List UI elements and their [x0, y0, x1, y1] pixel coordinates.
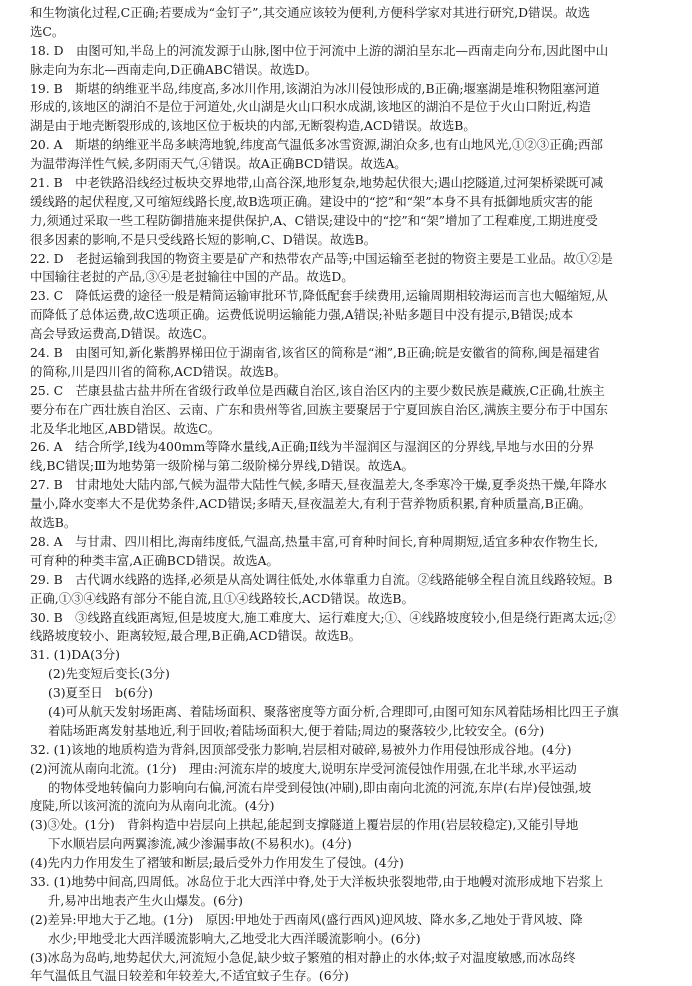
- text-line: 为温带海洋性气候,多阴雨天气,④错误。故A正确BCD错误。故选A。: [30, 156, 407, 172]
- text-line: 形成的,该地区的湖泊不是位于河道处,火山湖是火山口积水成湖,该地区的湖泊不是位于火山口附近,构造: [30, 99, 591, 115]
- text-line: 的物体受地转偏向力影响向右偏,河流右岸受到侵蚀(冲刷),即由南向北流的河流,东岸(右岸)侵蚀强,坡: [48, 779, 592, 795]
- text-line: 北及华北地区,ABD错误。故选C。: [30, 420, 221, 436]
- text-line: 25. C 芒康县盐古盐井所在省级行政单位是西藏自治区,该自治区内的主要少数民族是藏族,C正确,壮族主: [30, 382, 605, 398]
- text-line: (2)差异:甲地大于乙地。(1分) 原因:甲地处于西南风(盛行西风)迎风坡、降水多,乙地处于背风坡、降: [30, 911, 583, 927]
- text-line: 18. D 由图可知,半岛上的河流发源于山脉,图中位于河流中上游的湖泊呈东北—西南走向分布,因此图中山: [30, 42, 609, 58]
- text-line: 要分布在广西壮族自治区、云南、广东和贵州等省,回族主要聚居于宁夏回族自治区,满族主要分布于中国东: [30, 401, 608, 417]
- text-line: 年气温低且气温日较差和年较差大,不适宜蚊子生存。(6分): [30, 968, 349, 984]
- text-line: 脉走向为东北—西南走向,D正确ABC错误。故选D。: [30, 61, 317, 77]
- text-line: 而降低了总体运费,故C选项正确。运费低说明运输能力强,A错误;补贴多题目中没有提示,B错误;成本: [30, 307, 574, 323]
- text-line: 力,须通过采取一些工程防御措施来提供保护,A、C错误;建设中的“挖”和“架”增加了工程难度,工期进度受: [30, 212, 598, 228]
- text-line: 水少;甲地受北大西洋暖流影响大,乙地受北大西洋暖流影响小。(6分): [48, 930, 421, 946]
- text-line: (3)③处。(1分) 背斜构造中岩层向上拱起,能起到支撑隧道上覆岩层的作用(岩层较稳定),又能引导地: [30, 817, 579, 833]
- text-line: (2)河流从南向北流。(1分) 理由:河流东岸的坡度大,说明东岸受河流侵蚀作用强,在北半球,水平运动: [30, 760, 577, 776]
- text-line: (2)先变短后变长(3分): [48, 666, 170, 682]
- text-line: (4)先内力作用发生了褶皱和断层;最后受外力作用发生了侵蚀。(4分): [30, 855, 404, 871]
- text-line: 很多因素的影响,不是只受线路长短的影响,C、D错误。故选B。: [30, 231, 377, 247]
- text-line: 20. A 斯堪的纳维亚半岛多峡湾地貌,纬度高气温低多冰雪资源,湖泊众多,也有山地风光,①②③正确;西部: [30, 137, 603, 153]
- text-line: 线路坡度较小、距离较短,最合理,B正确,ACD错误。故选B。: [30, 628, 361, 644]
- text-line: 升,易冲出地表产生火山爆发。(6分): [48, 892, 243, 908]
- text-line: 故选B。: [30, 515, 77, 531]
- text-line: 31. (1)DA(3分): [30, 647, 121, 663]
- text-line: 23. C 降低运费的途径一般是精简运输审批环节,降低配套手续费用,运输周期相较海运而言也大幅缩短,从: [30, 288, 608, 304]
- text-line: 选C。: [30, 23, 65, 39]
- text-line: 和生物演化过程,C正确;若要成为“金钉子”,其交通应该较为便利,方便科学家对其进行研究,D错误。故选: [30, 5, 591, 20]
- text-line: 22. D 老挝运输到我国的物资主要是矿产和热带农产品等;中国运输至老挝的物资主要是工业品。故①②是: [30, 250, 613, 266]
- text-line: 30. B ③线路直线距离短,但是坡度大,施工难度大、运行难度大;①、④线路坡度较小,但是绕行距离太远;②: [30, 609, 616, 625]
- text-line: 29. B 古代调水线路的选择,必须是从高处调往低处,水体靠重力自流。②线路能够全程自流且线路较短。B: [30, 571, 613, 587]
- text-line: 缓线路的起伏程度,又可缩短线路长度,故B选项正确。建设中的“挖”和“架”本身不具有抵御地质灾害的能: [30, 193, 593, 209]
- text-line: 正确,①③④线路有部分不能自流,且①④线路较长,ACD错误。故选B。: [30, 590, 414, 606]
- text-line: (4)可从航天发射场距离、着陆场面积、聚落密度等方面分析,合理即可,由图可知东风着陆场相比四王子旗: [48, 703, 619, 719]
- text-line: 度陡,所以该河流的流向为从南向北流。(4分): [30, 798, 275, 814]
- text-line: 的简称,川是四川省的简称,ACD错误。故选B。: [30, 363, 286, 379]
- text-line: 着陆场距离发射基地近,利于回收;着陆场面积大,便于着陆;周边的聚落较少,比较安全。(6分): [48, 722, 545, 738]
- text-line: 量小,降水变率大不是优势条件,ACD错误;多晴天,昼夜温差大,有利于营养物质积累,育种质量高,B正确。: [30, 496, 591, 512]
- text-line: 27. B 甘肃地处大陆内部,气候为温带大陆性气候,多晴天,昼夜温差大,冬季寒冷干燥,夏季炎热干燥,年降水: [30, 477, 607, 493]
- text-line: 高会导致运费高,D错误。故选C。: [30, 326, 215, 342]
- text-line: 26. A 结合所学,Ⅰ线为400mm等降水量线,A正确;Ⅱ线为半湿润区与湿润区的分界线,旱地与水田的分界: [30, 439, 595, 455]
- text-line: 可育种的种类丰富,A正确BCD错误。故选A。: [30, 552, 279, 568]
- text-line: 下水顺岩层向两翼渗流,减少渗漏事故(不易积水)。(4分): [48, 836, 352, 852]
- text-line: 32. (1)该地的地质构造为背斜,因顶部受张力影响,岩层相对破碎,易被外力作用侵蚀形成谷地。(4分): [30, 741, 572, 757]
- text-line: 湖是由于地壳断裂形成的,该地区位于板块的内部,无断裂构造,ACD错误。故选B。: [30, 118, 476, 134]
- text-line: 33. (1)地势中间高,四周低。冰岛位于北大西洋中脊,处于大洋板块张裂地带,由于地幔对流形成地下岩浆上: [30, 873, 604, 889]
- text-line: 中国输往老挝的产品,③④是老挝输往中国的产品。故选D。: [30, 269, 354, 285]
- text-line: 24. B 由图可知,新化紫鹊界梯田位于湖南省,该省区的简称是“湘”,B正确;皖是安徽省的简称,闽是福建省: [30, 345, 601, 361]
- text-line: 28. A 与甘肃、四川相比,海南纬度低,气温高,热量丰富,可育种时间长,育种周期短,适宜多种农作物生长,: [30, 533, 599, 549]
- text-line: 线,BC错误;Ⅲ为地势第一级阶梯与第二级阶梯分界线,D错误。故选A。: [30, 458, 414, 474]
- text-line: (3)夏至日 b(6分): [48, 685, 153, 701]
- text-line: 21. B 中老铁路沿线经过板块交界地带,山高谷深,地形复杂,地势起伏很大;遇山挖隧道,过河架桥梁既可减: [30, 175, 604, 191]
- text-line: (3)冰岛为岛屿,地势起伏大,河流短小急促,缺少蚊子繁殖的相对静止的水体;蚊子对温度敏感,而冰岛终: [30, 949, 576, 965]
- text-line: 19. B 斯堪的纳维亚半岛,纬度高,多冰川作用,该湖泊为冰川侵蚀形成的,B正确;堰塞湖是堆积物阻塞河道: [30, 80, 600, 96]
